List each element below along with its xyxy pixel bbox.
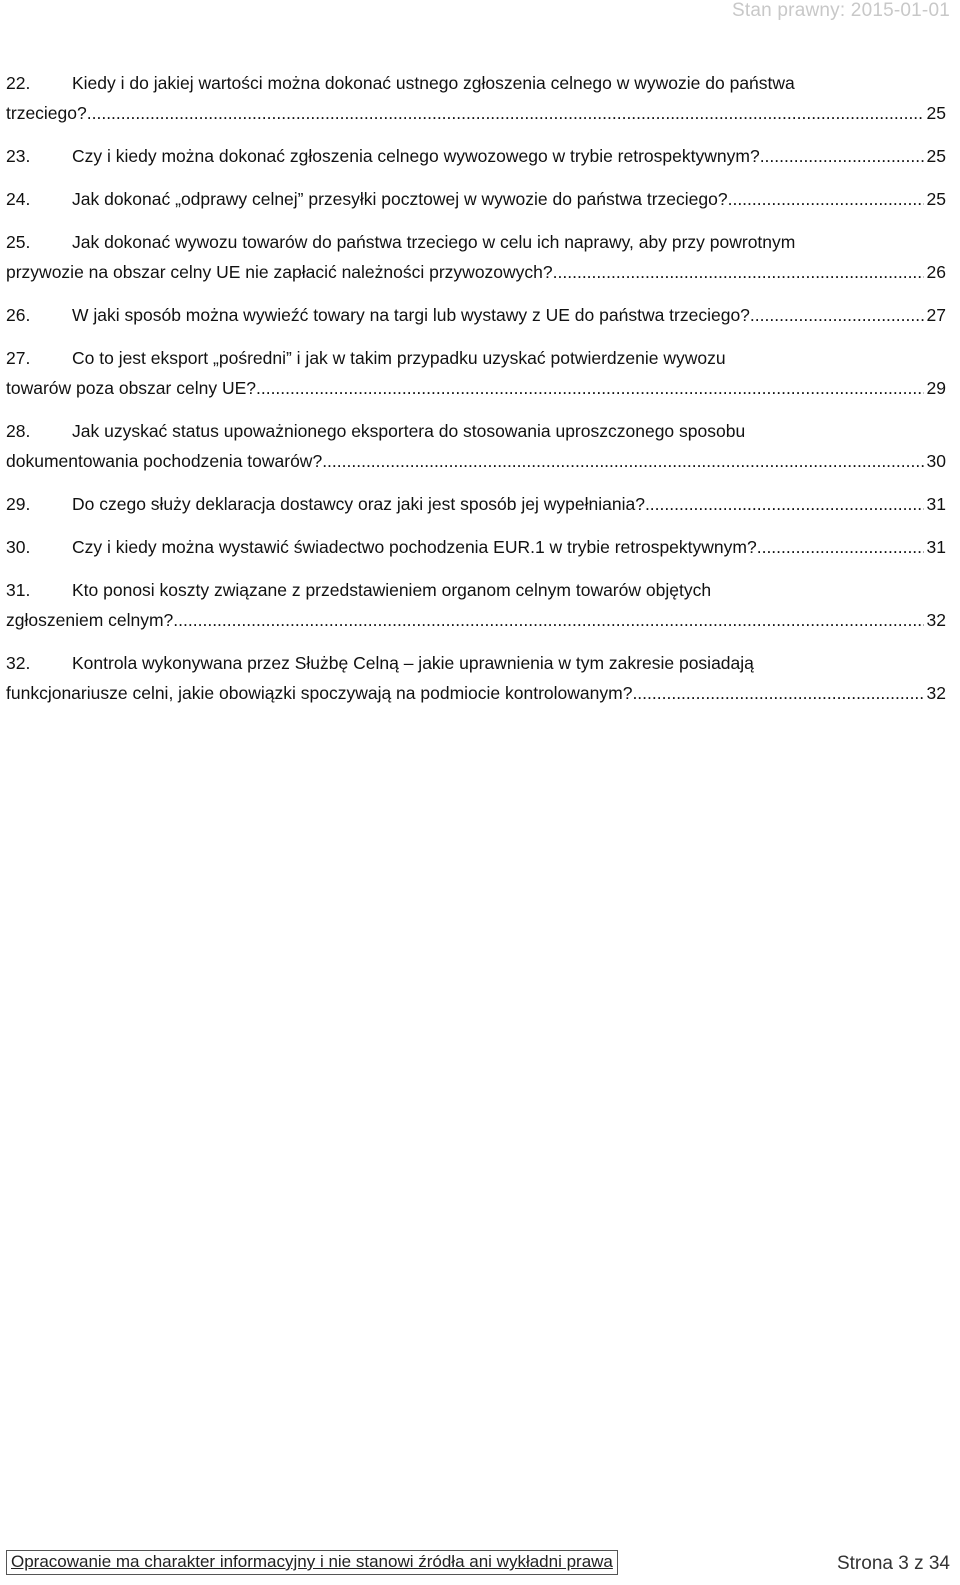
toc-page-number: 26 (926, 262, 946, 282)
toc-entry[interactable] (6, 575, 946, 635)
toc-entry-title: Jak dokonać „odprawy celnej” przesyłki pocztowej w wywozie do państwa trzeciego? (72, 189, 728, 209)
toc-entry-title: trzeciego? (6, 103, 87, 123)
toc-entry-number: 29. (6, 494, 31, 514)
toc-entry-number: 25. (6, 232, 31, 252)
toc-entry-number: 28. (6, 421, 31, 441)
toc-entry-title: Czy i kiedy można dokonać zgłoszenia celnego wywozowego w trybie retrospektywnym? (72, 146, 760, 166)
toc-entry-title: dokumentowania pochodzenia towarów? (6, 451, 323, 471)
page-number: Strona 3 z 34 (836, 1553, 950, 1574)
toc-entry-title: zgłoszeniem celnym? (6, 610, 174, 630)
toc-entry-number: 32. (6, 653, 31, 673)
toc-entry-number: 31. (6, 580, 31, 600)
toc-entry[interactable] (6, 489, 946, 519)
toc-entry-title: Co to jest eksport „pośredni” i jak w takim przypadku uzyskać potwierdzenie wywozu (72, 348, 726, 368)
toc-leader-dots (760, 141, 924, 171)
toc-page-number: 32 (926, 610, 946, 630)
toc-entry-title: Jak dokonać wywozu towarów do państwa trzeciego w celu ich naprawy, aby przy powrotnym (72, 232, 796, 252)
toc-page-number: 29 (926, 378, 946, 398)
toc-entry-number: 27. (6, 348, 31, 368)
toc-entry[interactable] (6, 343, 946, 403)
toc-page-number: 27 (926, 305, 946, 325)
toc-entry-title: Do czego służy deklaracja dostawcy oraz jaki jest sposób jej wypełniania? (72, 494, 645, 514)
toc-entry[interactable] (6, 68, 946, 128)
toc-leader-dots (750, 300, 924, 330)
toc-leader-dots (757, 532, 924, 562)
toc-entry-number: 23. (6, 146, 31, 166)
toc-leader-dots (322, 446, 923, 476)
header-date: Stan prawny: 2015-01-01 (732, 0, 950, 21)
toc-entry-number: 24. (6, 189, 31, 209)
toc-entry[interactable] (6, 300, 946, 330)
toc-entry-title: W jaki sposób można wywieźć towary na targi lub wystawy z UE do państwa trzeciego? (72, 305, 750, 325)
toc-entry-number: 22. (6, 73, 31, 93)
toc-leader-dots (632, 678, 923, 708)
toc-entry-number: 26. (6, 305, 31, 325)
toc-leader-dots (173, 605, 923, 635)
page-footer (6, 1550, 950, 1575)
toc-page-number: 31 (926, 494, 946, 514)
toc-entry-title: Kto ponosi koszty związane z przedstawieniem organom celnym towarów objętych (72, 580, 712, 600)
toc-page-number: 25 (926, 103, 946, 123)
toc-entry-title: Kiedy i do jakiej wartości można dokonać ustnego zgłoszenia celnego w wywozie do państwa (72, 73, 795, 93)
toc-page-number: 32 (926, 683, 946, 703)
toc-leader-dots (87, 98, 924, 128)
toc-entry-title: przywozie na obszar celny UE nie zapłacić należności przywozowych? (6, 262, 553, 282)
toc-page-number: 25 (926, 189, 946, 209)
toc-entry-number: 30. (6, 537, 31, 557)
toc-page-number: 31 (926, 537, 946, 557)
toc-leader-dots (645, 489, 924, 519)
toc-entry-title: funkcjonariusze celni, jakie obowiązki spoczywają na podmiocie kontrolowanym? (6, 683, 633, 703)
toc-entry-title: Jak uzyskać status upoważnionego eksportera do stosowania uproszczonego sposobu (72, 421, 746, 441)
toc-entry[interactable] (6, 184, 946, 214)
toc-entry-title: Kontrola wykonywana przez Służbę Celną – jakie uprawnienia w tym zakresie posiadają (72, 653, 754, 673)
toc-entry[interactable] (6, 648, 946, 708)
toc-leader-dots (256, 373, 924, 403)
toc-entry-title: Czy i kiedy można wystawić świadectwo pochodzenia EUR.1 w trybie retrospektywnym? (72, 537, 757, 557)
toc-entry-title: towarów poza obszar celny UE? (6, 378, 256, 398)
table-of-contents (6, 68, 946, 721)
footer-disclaimer: Opracowanie ma charakter informacyjny i nie stanowi źródła ani wykładni prawa (6, 1550, 618, 1575)
toc-page-number: 30 (926, 451, 946, 471)
toc-leader-dots (553, 257, 924, 287)
toc-leader-dots (728, 184, 924, 214)
toc-entry[interactable] (6, 227, 946, 287)
toc-entry[interactable] (6, 532, 946, 562)
toc-page-number: 25 (926, 146, 946, 166)
toc-entry[interactable] (6, 141, 946, 171)
toc-entry[interactable] (6, 416, 946, 476)
